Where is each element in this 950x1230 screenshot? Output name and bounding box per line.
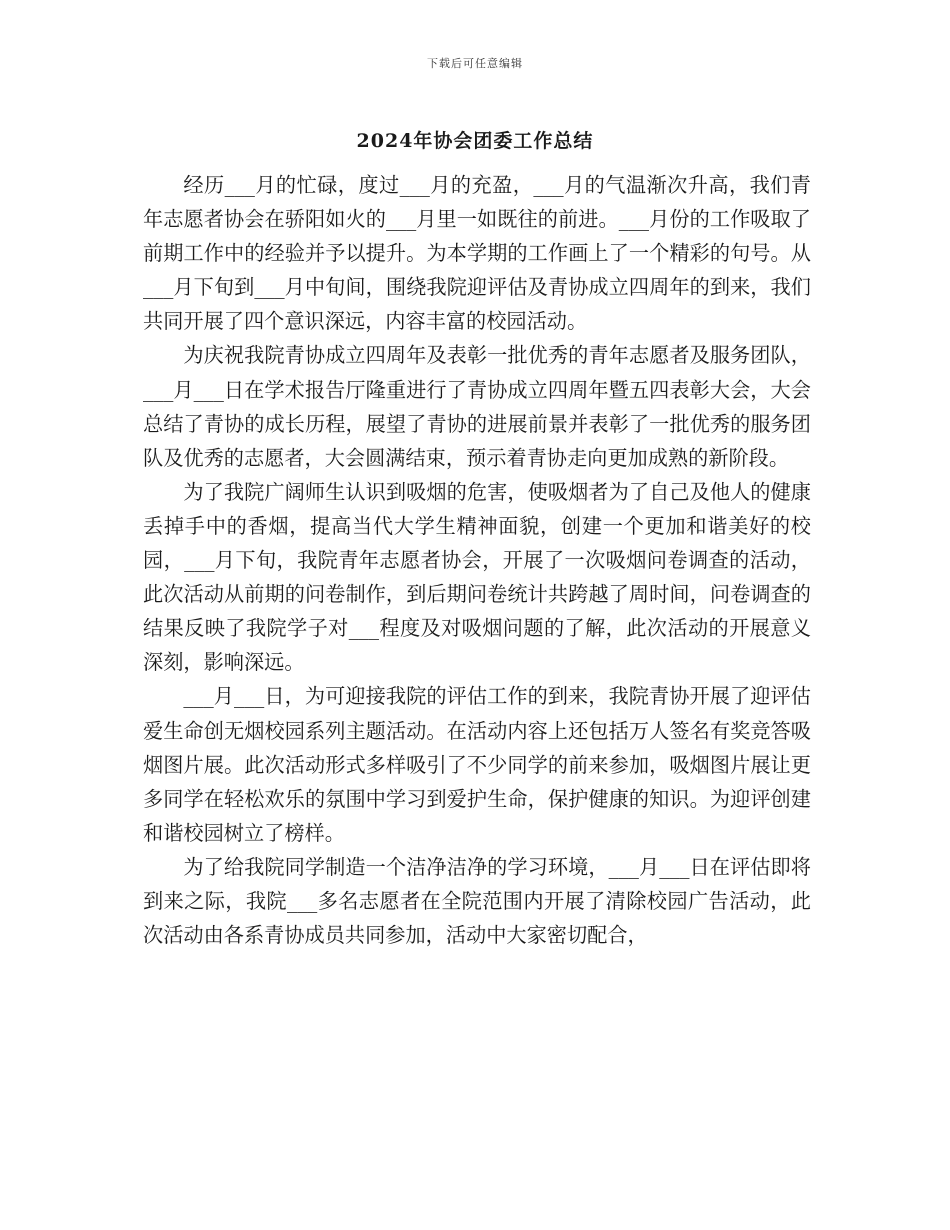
paragraph: ___月___日，为可迎接我院的评估工作的到来，我院青协开展了迎评估爱生命创无烟校园系列主题活动。在活动内容上还包括万人签名有奖竞答吸烟图片展。此次活动形式多样吸引了不少同学的前来参加，吸烟图片展让更多同学在轻松欢乐的氛围中学习到爱护生命，保护健康的知识。为迎评创建和谐校园树立了榜样。: [143, 684, 811, 845]
document-title: 2024年协会团委工作总结: [356, 130, 594, 152]
page-header-note: 下载后可任意编辑: [427, 57, 523, 70]
paragraph: 为了给我院同学制造一个洁净洁净的学习环境，___月___日在评估即将到来之际，我院___多名志愿者在全院范围内开展了清除校园广告活动，此次活动由各系青协成员共同参加，活动中大家密切配合，: [143, 854, 811, 948]
paragraph: 经历___月的忙碌，度过___月的充盈，___月的气温渐次升高，我们青年志愿者协会在骄阳如火的___月里一如既往的前进。___月份的工作吸取了前期工作中的经验并予以提升。为本学期的工作画上了一个精彩的句号。从___月下旬到___月中旬间，围绕我院迎评估及青协成立四周年的到来，我们共同开展了四个意识深远，内容丰富的校园活动。: [143, 173, 811, 334]
paragraph: 为了我院广阔师生认识到吸烟的危害，使吸烟者为了自己及他人的健康丢掉手中的香烟，提高当代大学生精神面貌，创建一个更加和谐美好的校园，___月下旬，我院青年志愿者协会，开展了一次吸烟问卷调查的活动，此次活动从前期的问卷制作，到后期问卷统计共跨越了周时间，问卷调查的结果反映了我院学子对___程度及对吸烟问题的了解，此次活动的开展意义深刻，影响深远。: [143, 479, 811, 675]
paragraph: 为庆祝我院青协成立四周年及表彰一批优秀的青年志愿者及服务团队，___月___日在学术报告厅隆重进行了青协成立四周年暨五四表彰大会，大会总结了青协的成长历程，展望了青协的进展前景并表彰了一批优秀的服务团队及优秀的志愿者，大会圆满结束，预示着青协走向更加成熟的新阶段。: [143, 343, 811, 470]
document-body: [143, 168, 811, 952]
